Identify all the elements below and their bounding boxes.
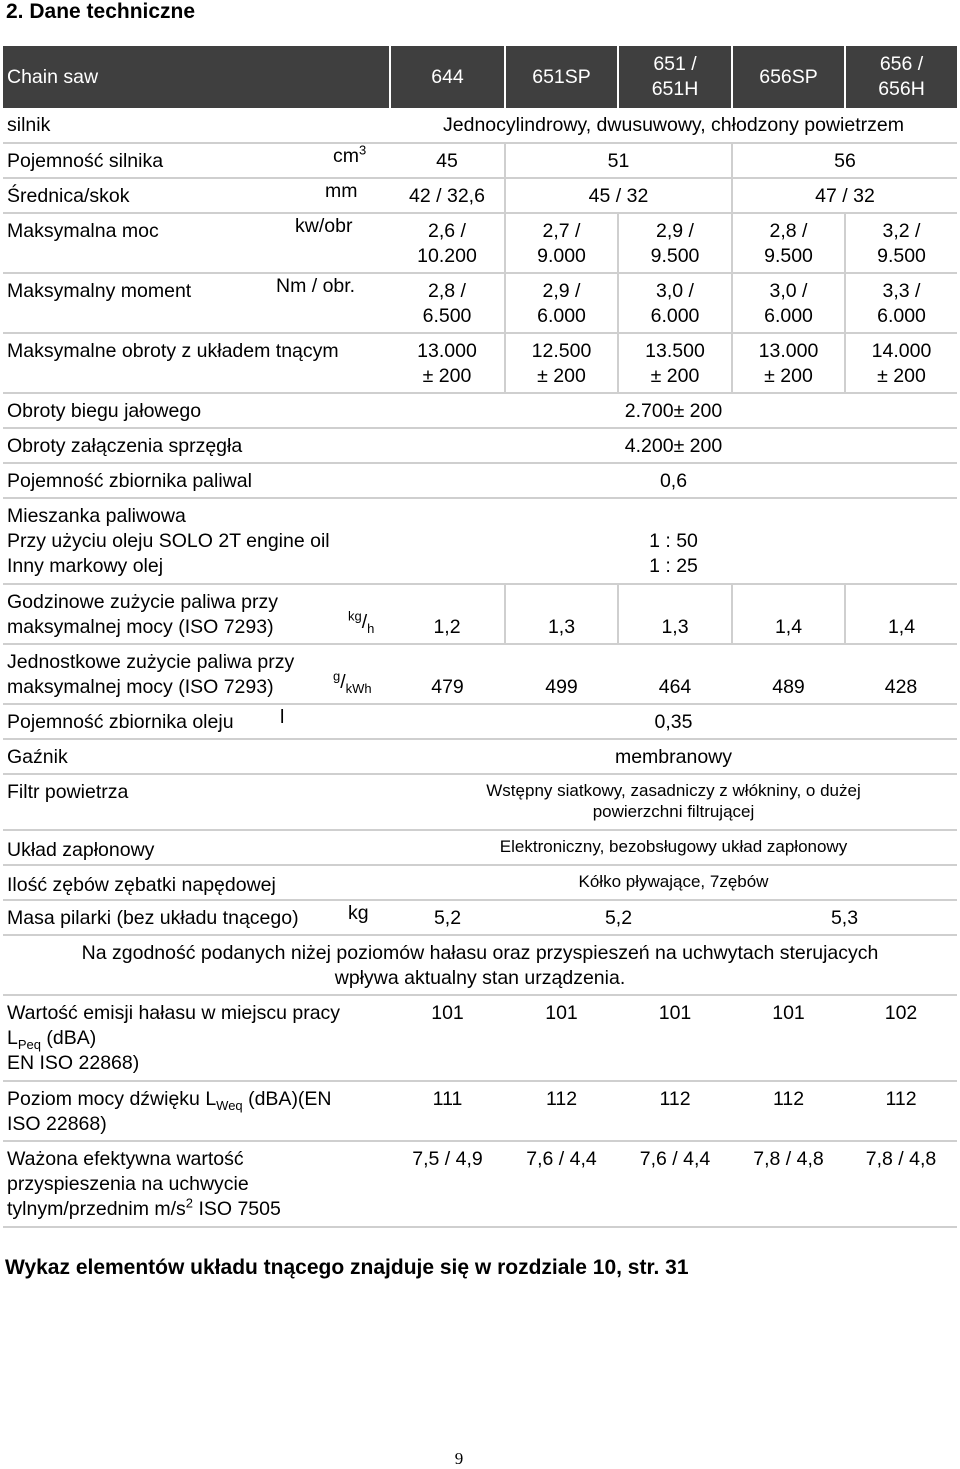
bore-unit: mm [325, 180, 358, 202]
row-max-rpm [3, 333, 957, 393]
fuel-hourly-value-3: 1,3 [618, 584, 732, 644]
fuel-specific-value-4: 489 [732, 644, 845, 704]
maxrpm-value-2: 12.500 ± 200 [505, 333, 618, 393]
fuel-specific-value-3: 464 [618, 644, 732, 704]
row-vibration [3, 1141, 957, 1227]
row-clutch [3, 428, 957, 463]
row-noise-emission [3, 995, 957, 1081]
maxrpm-value-5: 14.000 ± 200 [845, 333, 957, 393]
fuel-hourly-value-4: 1,4 [732, 584, 845, 644]
noise-value-2: 101 [505, 995, 618, 1081]
row-ignition [3, 830, 957, 865]
filter-value: Wstępny siatkowy, zasadniczy z włókniny, o dużej powierzchni filtrującej [390, 774, 957, 830]
vibration-value-5: 7,8 / 4,8 [845, 1141, 957, 1227]
oil-tank-label: Pojemność zbiornika oleju l [3, 704, 390, 739]
idle-value: 2.700± 200 [390, 393, 957, 428]
idle-label: Obroty biegu jałowego [3, 393, 390, 428]
vibration-value-4: 7,8 / 4,8 [732, 1141, 845, 1227]
vibration-value-3: 7,6 / 4,4 [618, 1141, 732, 1227]
maxrpm-value-3: 13.500 ± 200 [618, 333, 732, 393]
torque-value-3: 3,0 / 6.000 [618, 273, 732, 333]
row-mixture [3, 498, 957, 584]
power-value-5: 3,2 / 9.500 [845, 213, 957, 273]
fuel-hourly-unit: $^{kg}/_h$ [348, 608, 375, 636]
mass-label: Masa pilarki (bez układu tnącego) kg [3, 900, 390, 935]
mixture-label: Mieszanka paliwowa Przy użyciu oleju SOLO 2T engine oil Inny markowy olej [3, 498, 390, 584]
noise-value-5: 102 [845, 995, 957, 1081]
header-label: Chain saw [3, 46, 390, 108]
tank-value: 0,6 [390, 463, 957, 498]
clutch-value: 4.200± 200 [390, 428, 957, 463]
sprocket-value: Kółko pływające, 7zębów [390, 865, 957, 900]
row-carburettor [3, 739, 957, 774]
fuel-specific-value-2: 499 [505, 644, 618, 704]
bore-label: Średnica/skok mm [3, 178, 390, 213]
maxrpm-value-1: 13.000 ± 200 [390, 333, 505, 393]
noise-note: Na zgodność podanych niżej poziomów hałasu oraz przyspieszeń na uchwytach sterujacych wpływa aktualny stan urządzenia. [3, 935, 957, 995]
bore-value-656: 47 / 32 [732, 178, 957, 213]
model-656-656h: 656 / 656H [845, 46, 957, 108]
fuel-specific-unit: $^g/_{kWh}$ [333, 668, 372, 696]
vibration-value-1: 7,5 / 4,9 [390, 1141, 505, 1227]
row-sprocket [3, 865, 957, 900]
torque-value-5: 3,3 / 6.000 [845, 273, 957, 333]
mass-value-644: 5,2 [390, 900, 505, 935]
technical-data-table [3, 46, 957, 1228]
power-label: Maksymalna moc kw/obr [3, 213, 390, 273]
bore-value-651: 45 / 32 [505, 178, 732, 213]
engine-label: silnik [3, 108, 390, 143]
row-bore [3, 178, 957, 213]
sound-power-value-2: 112 [505, 1081, 618, 1141]
model-656sp: 656SP [732, 46, 845, 108]
mass-value-651: 5,2 [505, 900, 732, 935]
row-oil-tank [3, 704, 957, 739]
fuel-hourly-value-5: 1,4 [845, 584, 957, 644]
oil-tank-unit: l [280, 706, 285, 728]
sound-power-value-3: 112 [618, 1081, 732, 1141]
row-fuel-specific [3, 644, 957, 704]
section-title: 2. Dane techniczne [6, 0, 196, 23]
sound-power-value-4: 112 [732, 1081, 845, 1141]
vibration-label: Ważona efektywna wartość przyspieszenia na uchwycie tylnym/przednim $m/s^2$ ISO 7505 [3, 1141, 390, 1227]
engine-value: Jednocylindrowy, dwusuwowy, chłodzony powietrzem [390, 108, 957, 143]
capacity-value-656: 56 [732, 143, 957, 178]
model-651-651h: 651 / 651H [618, 46, 732, 108]
torque-value-2: 2,9 / 6.000 [505, 273, 618, 333]
fuel-specific-value-5: 428 [845, 644, 957, 704]
capacity-label: Pojemność silnika $cm^3$ [3, 143, 390, 178]
mass-unit: kg [348, 902, 369, 924]
fuel-hourly-value-2: 1,3 [505, 584, 618, 644]
power-value-2: 2,7 / 9.000 [505, 213, 618, 273]
model-651sp: 651SP [505, 46, 618, 108]
model-644: 644 [390, 46, 505, 108]
fuel-specific-value-1: 479 [390, 644, 505, 704]
row-fuel-tank [3, 463, 957, 498]
row-air-filter [3, 774, 957, 830]
row-fuel-hourly [3, 584, 957, 644]
capacity-unit: $cm^3$ [333, 142, 367, 167]
cutting-elements-note: Wykaz elementów układu tnącego znajduje się w rozdziale 10, str. 31 [5, 1256, 689, 1279]
power-value-1: 2,6 / 10.200 [390, 213, 505, 273]
ignition-value: Elektroniczny, bezobsługowy układ zapłonowy [390, 830, 957, 865]
row-engine [3, 108, 957, 143]
torque-unit: Nm / obr. [276, 275, 356, 297]
row-idle [3, 393, 957, 428]
table-header-row [3, 46, 957, 108]
row-sound-power [3, 1081, 957, 1141]
torque-value-4: 3,0 / 6.000 [732, 273, 845, 333]
capacity-value-651: 51 [505, 143, 732, 178]
sprocket-label: Ilość zębów zębatki napędowej [3, 865, 390, 900]
noise-value-3: 101 [618, 995, 732, 1081]
maxrpm-value-4: 13.000 ± 200 [732, 333, 845, 393]
clutch-label: Obroty załączenia sprzęgła [3, 428, 390, 463]
carb-label: Gaźnik [3, 739, 390, 774]
power-unit: kw/obr [295, 215, 353, 237]
power-value-4: 2,8 / 9.500 [732, 213, 845, 273]
oil-tank-value: 0,35 [390, 704, 957, 739]
row-mass [3, 900, 957, 935]
carb-value: membranowy [390, 739, 957, 774]
noise-value-1: 101 [390, 995, 505, 1081]
row-torque [3, 273, 957, 333]
torque-value-1: 2,8 / 6.500 [390, 273, 505, 333]
fuel-specific-label: Jednostkowe zużycie paliwa przy maksymalnej mocy (ISO 7293) $^g/_{kWh}$ [3, 644, 390, 704]
mixture-value: 1 : 50 1 : 25 [390, 498, 957, 584]
row-power [3, 213, 957, 273]
tank-label: Pojemność zbiornika paliwal [3, 463, 390, 498]
row-capacity [3, 143, 957, 178]
page-number: 9 [454, 1449, 464, 1468]
torque-label: Maksymalny moment Nm / obr. [3, 273, 390, 333]
filter-label: Filtr powietrza [3, 774, 390, 830]
maxrpm-label: Maksymalne obroty z układem tnącym [3, 333, 390, 393]
capacity-value-644: 45 [390, 143, 505, 178]
ignition-label: Układ zapłonowy [3, 830, 390, 865]
fuel-hourly-label: Godzinowe zużycie paliwa przy maksymalnej mocy (ISO 7293) $^{kg}/_h$ [3, 584, 390, 644]
fuel-hourly-value-1: 1,2 [390, 584, 505, 644]
vibration-value-2: 7,6 / 4,4 [505, 1141, 618, 1227]
row-note [3, 935, 957, 995]
power-value-3: 2,9 / 9.500 [618, 213, 732, 273]
mass-value-656: 5,3 [732, 900, 957, 935]
sound-power-label: Poziom mocy dźwięku $L_{Weq}$ (dBA)(EN ISO 22868) [3, 1081, 390, 1141]
noise-value-4: 101 [732, 995, 845, 1081]
bore-value-644: 42 / 32,6 [390, 178, 505, 213]
sound-power-value-1: 111 [390, 1081, 505, 1141]
sound-power-value-5: 112 [845, 1081, 957, 1141]
noise-label: Wartość emisji hałasu w miejscu pracy $L_{Peq}$ (dBA) EN ISO 22868) [3, 995, 390, 1081]
